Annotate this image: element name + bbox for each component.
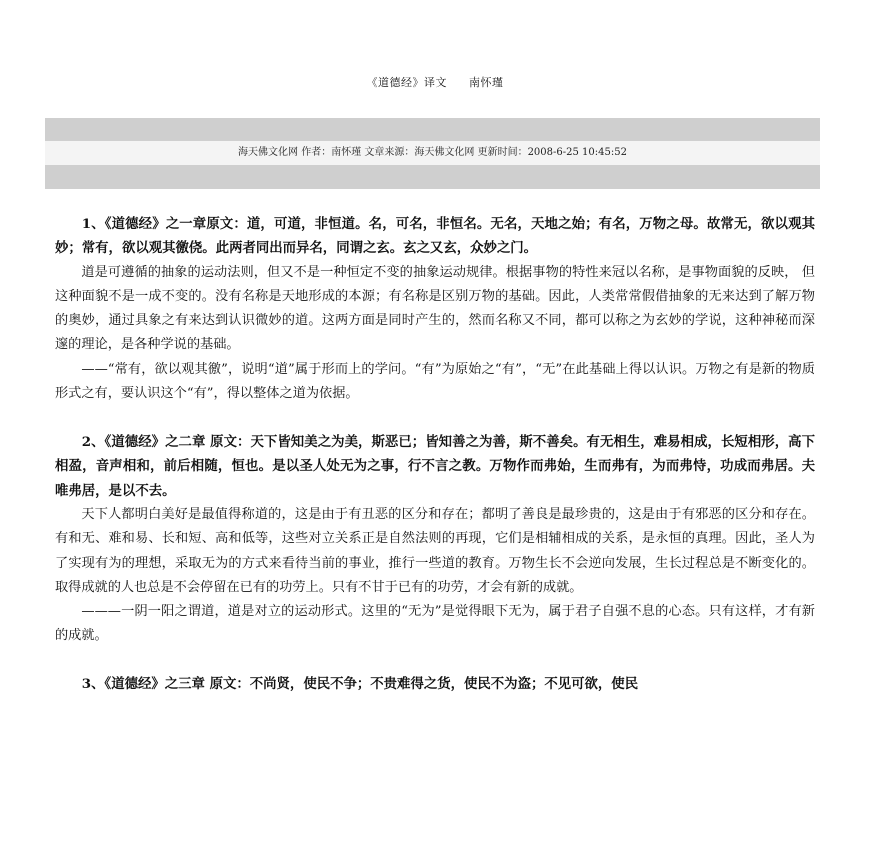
title-text: 《道德经》译文 — [366, 76, 447, 89]
section-3 — [55, 672, 815, 696]
section-divider — [55, 648, 815, 672]
section-heading: 2、《道德经》之二章 原文：天下皆知美之为美，斯恶已；皆知善之为善，斯不善矣。有无相生，难易相成，长短相形，高下相盈，音声相和，前后相随，恒也。是以圣人处无为之事，行不言之教。万物作而弗始，生而弗有，为而弗恃，功成而弗居。夫唯弗居，是以不去。 — [55, 434, 815, 499]
section-divider — [55, 406, 815, 430]
article-body — [55, 212, 815, 697]
paragraph: ———一阴一阳之谓道，道是对立的运动形式。这里的“无为”是觉得眼下无为，属于君子自强不息的心态。只有这样，才有新的成就。 — [55, 604, 815, 644]
meta-band — [45, 118, 820, 189]
document-title — [0, 74, 870, 90]
paragraph: 天下人都明白美好是最值得称道的，这是由于有丑恶的区分和存在；都明了善良是最珍贵的，这是由于有邪恶的区分和存在。有和无、难和易、长和短、高和低等，这些对立关系正是自然法则的再现，它们是相辅相成的关系，是永恒的真理。因此，圣人为了实现有为的理想，采取无为的方式来看待当前的事业，推行一些道的教育。万物生长不会逆向发展，生长过程总是不断变化的。取得成就的人也总是不会停留在已有的功劳上。只有不甘于已有的功劳，才会有新的成就。 — [55, 507, 815, 595]
section-1 — [55, 212, 815, 406]
title-author: 南怀瑾 — [469, 76, 504, 89]
section-heading: 3、《道德经》之三章 原文：不尚贤，使民不争；不贵难得之货，使民不为盗；不见可欲，使民 — [81, 676, 639, 693]
section-2 — [55, 430, 815, 648]
paragraph: ——“常有，欲以观其徼”，说明“道”属于形而上的学问。“有”为原始之“有”，“无”在此基础上得以认识。万物之有是新的物质形式之有，要认识这个“有”，得以整体之道为依据。 — [55, 361, 815, 401]
section-heading: 1、《道德经》之一章原文：道，可道，非恒道。名，可名，非恒名。无名，天地之始；有名，万物之母。故常无，欲以观其妙；常有，欲以观其徼侥。此两者同出而异名，同谓之玄。玄之又玄，众妙之门。 — [55, 216, 815, 257]
meta-line: 海天佛文化网 作者：南怀瑾 文章来源：海天佛文化网 更新时间：2008-6-25 10:45:52 — [45, 141, 820, 165]
paragraph: 道是可遵循的抽象的运动法则，但又不是一种恒定不变的抽象运动规律。根据事物的特性来冠以名称，是事物面貌的反映， 但这种面貌不是一成不变的。没有名称是天地形成的本源；有名称是区别万物的基础。因此，人类常常假借抽象的无来达到了解万物的奥妙，通过具象之有来达到认识微妙的道。这两方面是同时产生的，然而名称又不同，都可以称之为玄妙的学说，这种神秘而深邃的理论，是各种学说的基础。 — [55, 264, 815, 353]
